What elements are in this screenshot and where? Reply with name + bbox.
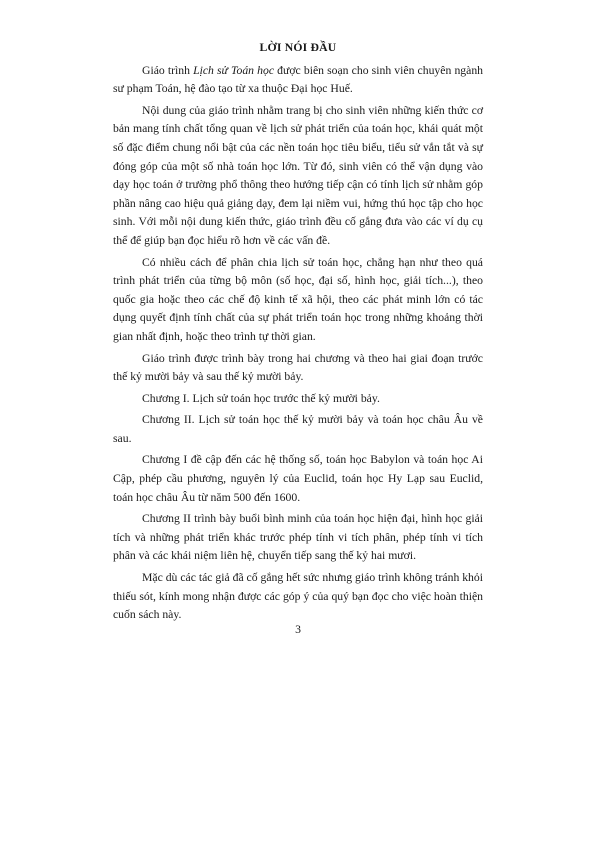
chapter-two-line: Chương II. Lịch sử toán học thế kỷ mười bảy và toán học châu Âu về sau.: [113, 413, 483, 445]
page-content: [113, 39, 483, 628]
page-title: LỜI NÓI ĐẦU: [259, 41, 337, 54]
body-paragraph: Chương II trình bày buổi bình minh của toán học hiện đại, hình học giải tích và những phát triển khác trước phép tính vi tích phân, phép tính vi tích phân và các khái niệm liên hệ, chuyển tiếp sang thế kỷ hai mươi.: [113, 512, 483, 563]
body-paragraph: Giáo trình được trình bày trong hai chương và theo hai giai đoạn trước thế kỷ mười bảy và sau thế kỷ mười bảy.: [113, 351, 483, 384]
page-number: 3: [295, 623, 301, 636]
body-paragraph: Nội dung của giáo trình nhằm trang bị cho sinh viên những kiến thức cơ bản mang tính chất tổng quan về lịch sử phát triển của toán học, khái quát một số đặc điểm chung nổi bật của các nền toán học tiêu biểu, tiểu sử vắn tắt và sự đóng góp của một số nhà toán học lớn. Từ đó, sinh viên có thể vận dụng vào dạy học toán ở trường phổ thông theo hướng tiếp cận có tính lịch sử nhằm góp phần nâng cao hiệu quả giảng dạy, đem lại niềm vui, hứng thú học tập cho học sinh. Với mỗi nội dung kiến thức, giáo trình đều cố gắng đưa vào các ví dụ cụ thể để giúp bạn đọc hiểu rõ hơn về các vấn đề.: [113, 103, 483, 247]
intro-text-after: được biên soạn cho sinh viên chuyên ngành sư phạm Toán, hệ đào tạo từ xa thuộc Đại học Huế.: [113, 63, 484, 96]
book-title-italic: Lịch sử Toán học: [193, 63, 275, 77]
closing-paragraph: Mặc dù các tác giả đã cố gắng hết sức nhưng giáo trình không tránh khỏi thiếu sót, kính mong nhận được các góp ý của quý bạn đọc cho việc hoàn thiện cuốn sách này.: [113, 571, 483, 622]
body-paragraph: Chương I đề cập đến các hệ thống số, toán học Babylon và toán học Ai Cập, phép cầu phương, nguyên lý của Euclid, toán học Hy Lạp sau Euclid, toán học châu Âu từ năm 500 đến 1600.: [113, 453, 483, 504]
chapter-one-line: Chương I. Lịch sử toán học trước thế kỷ mười bảy.: [142, 391, 380, 405]
intro-paragraph: [113, 62, 483, 99]
intro-text-before: Giáo trình: [142, 63, 194, 77]
body-paragraph: Có nhiều cách để phân chia lịch sử toán học, chẳng hạn như theo quá trình phát triển của từng bộ môn (số học, đại số, hình học, giải tích...), theo quốc gia hoặc theo các chế độ kinh tế xã hội, theo các phát minh lớn có tác dụng quyết định tính chất của sự phát triển toán học trong những khoảng thời gian nhất định, hoặc theo trình tự thời gian.: [113, 255, 483, 343]
